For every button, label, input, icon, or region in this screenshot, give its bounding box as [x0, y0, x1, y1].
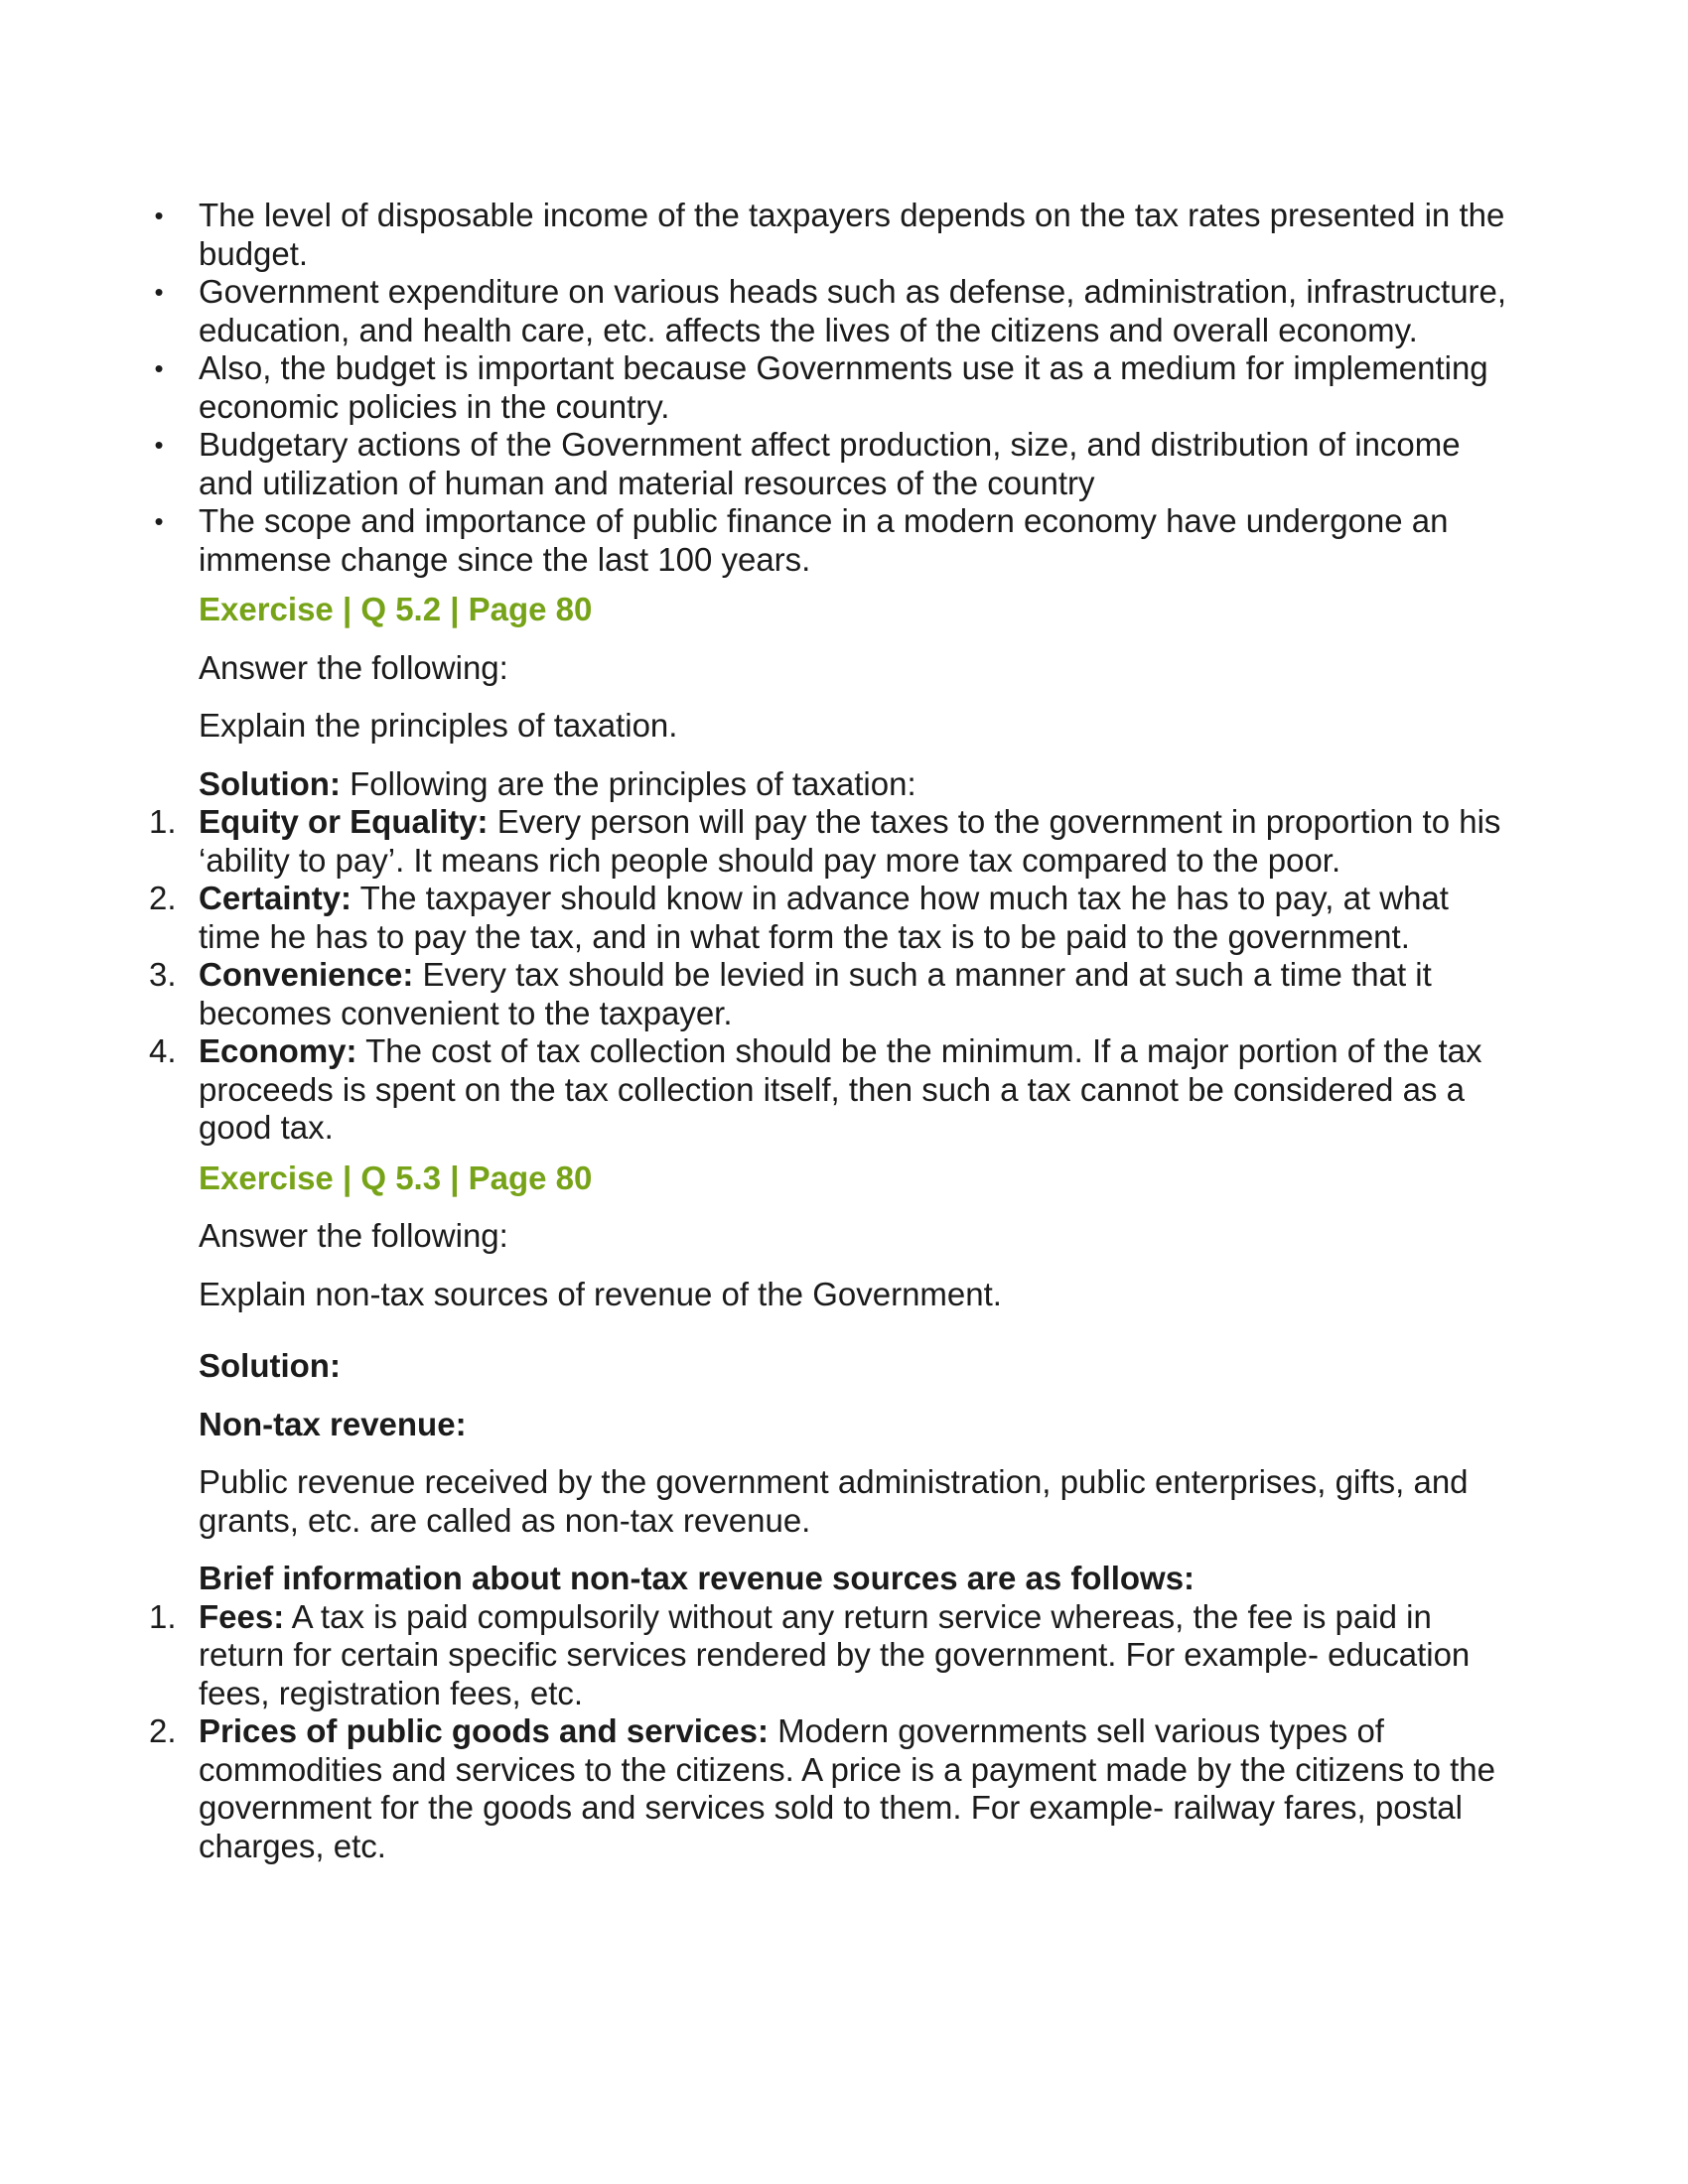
bullet-icon: • — [154, 277, 164, 307]
source-term: Prices of public goods and services: — [199, 1712, 770, 1749]
solution-text: Following are the principles of taxation: — [340, 764, 916, 802]
list-item — [149, 1712, 1509, 1865]
list-item-text: Government expenditure on various heads such as defense, administration, infrastructure, education, and health care, etc. affects the lives of the citizens and overall economy. — [199, 273, 1507, 348]
list-item — [149, 426, 1509, 502]
brief-heading — [149, 1560, 1509, 1598]
source-term: Fees: — [199, 1597, 285, 1635]
bullet-icon: • — [154, 430, 164, 460]
list-number: 4. — [149, 1032, 177, 1069]
list-item-text: Also, the budget is important because Governments use it as a medium for implementing economic policies in the country. — [199, 349, 1488, 425]
list-item-text: Budgetary actions of the Government affect production, size, and distribution of income and utilization of human and material resources of the country — [199, 426, 1461, 501]
list-item — [149, 273, 1509, 349]
brief-heading-text: Brief information about non-tax revenue sources are as follows: — [199, 1560, 1196, 1596]
subheading-non-tax — [149, 1406, 1509, 1444]
list-item-text: The level of disposable income of the taxpayers depends on the tax rates presented in the budget. — [199, 197, 1505, 272]
page-content — [149, 197, 1509, 1865]
list-item — [149, 197, 1509, 273]
subheading-text: Non-tax revenue: — [199, 1405, 467, 1442]
source-text: Modern governments sell various types of commodities and services to the citizens. A price is a payment made by the citizens to the government for the goods and services sold to them. For example- railway fares, postal charges, etc. — [199, 1712, 1495, 1864]
list-item — [149, 349, 1509, 426]
exercise-heading-q52: Exercise | Q 5.2 | Page 80 — [199, 591, 593, 627]
non-tax-sources-list — [149, 1598, 1509, 1866]
list-item — [149, 880, 1509, 956]
principle-term: Convenience: — [199, 956, 414, 993]
principle-text: Every person will pay the taxes to the government in proportion to his ‘ability to pay’. It means rich people should pay more tax compared to the poor. — [199, 803, 1501, 879]
list-number: 1. — [149, 1597, 177, 1635]
instruction-q52: Answer the following: — [199, 648, 508, 686]
list-number: 2. — [149, 1712, 177, 1749]
bullet-icon: • — [154, 506, 164, 536]
principle-term: Economy: — [199, 1032, 357, 1069]
solution-label: Solution: — [199, 764, 341, 802]
source-text: A tax is paid compulsorily without any return service whereas, the fee is paid in return for certain specific services rendered by the government. For example- education fees, registration fees, etc. — [199, 1597, 1471, 1711]
principle-text: Every tax should be levied in such a manner and at such a time that it becomes convenient to the taxpayer. — [199, 956, 1432, 1031]
principle-text: The cost of tax collection should be the minimum. If a major portion of the tax proceeds is spent on the tax collection itself, then such a tax cannot be considered as a good tax. — [199, 1032, 1482, 1146]
solution-label-q53 — [149, 1347, 1509, 1386]
principle-term: Certainty: — [199, 880, 352, 916]
non-tax-definition: Public revenue received by the government administration, public enterprises, gifts, and grants, etc. are called as non-tax revenue. — [199, 1463, 1469, 1539]
solution-q52 — [149, 765, 1509, 804]
bullet-icon: • — [154, 353, 164, 383]
list-item — [149, 803, 1509, 880]
bullet-icon: • — [154, 201, 164, 230]
exercise-heading-q53: Exercise | Q 5.3 | Page 80 — [199, 1159, 593, 1196]
list-item — [149, 1032, 1509, 1148]
question-q52: Explain the principles of taxation. — [199, 707, 678, 744]
list-number: 2. — [149, 880, 177, 916]
taxation-principles-list — [149, 803, 1509, 1148]
list-item — [149, 1598, 1509, 1713]
list-number: 3. — [149, 956, 177, 993]
list-item-text: The scope and importance of public finance in a modern economy have undergone an immense change since the last 100 years. — [199, 502, 1449, 578]
principle-text: The taxpayer should know in advance how much tax he has to pay, at what time he has to pay the tax, and in what form the tax is to be paid to the government. — [199, 880, 1449, 955]
list-item — [149, 956, 1509, 1032]
list-number: 1. — [149, 803, 177, 840]
solution-label: Solution: — [199, 1347, 341, 1384]
instruction-q53: Answer the following: — [199, 1217, 508, 1254]
budget-importance-list — [149, 197, 1509, 579]
list-item — [149, 502, 1509, 579]
question-q53: Explain non-tax sources of revenue of the Government. — [199, 1275, 1002, 1312]
principle-term: Equity or Equality: — [199, 803, 489, 840]
